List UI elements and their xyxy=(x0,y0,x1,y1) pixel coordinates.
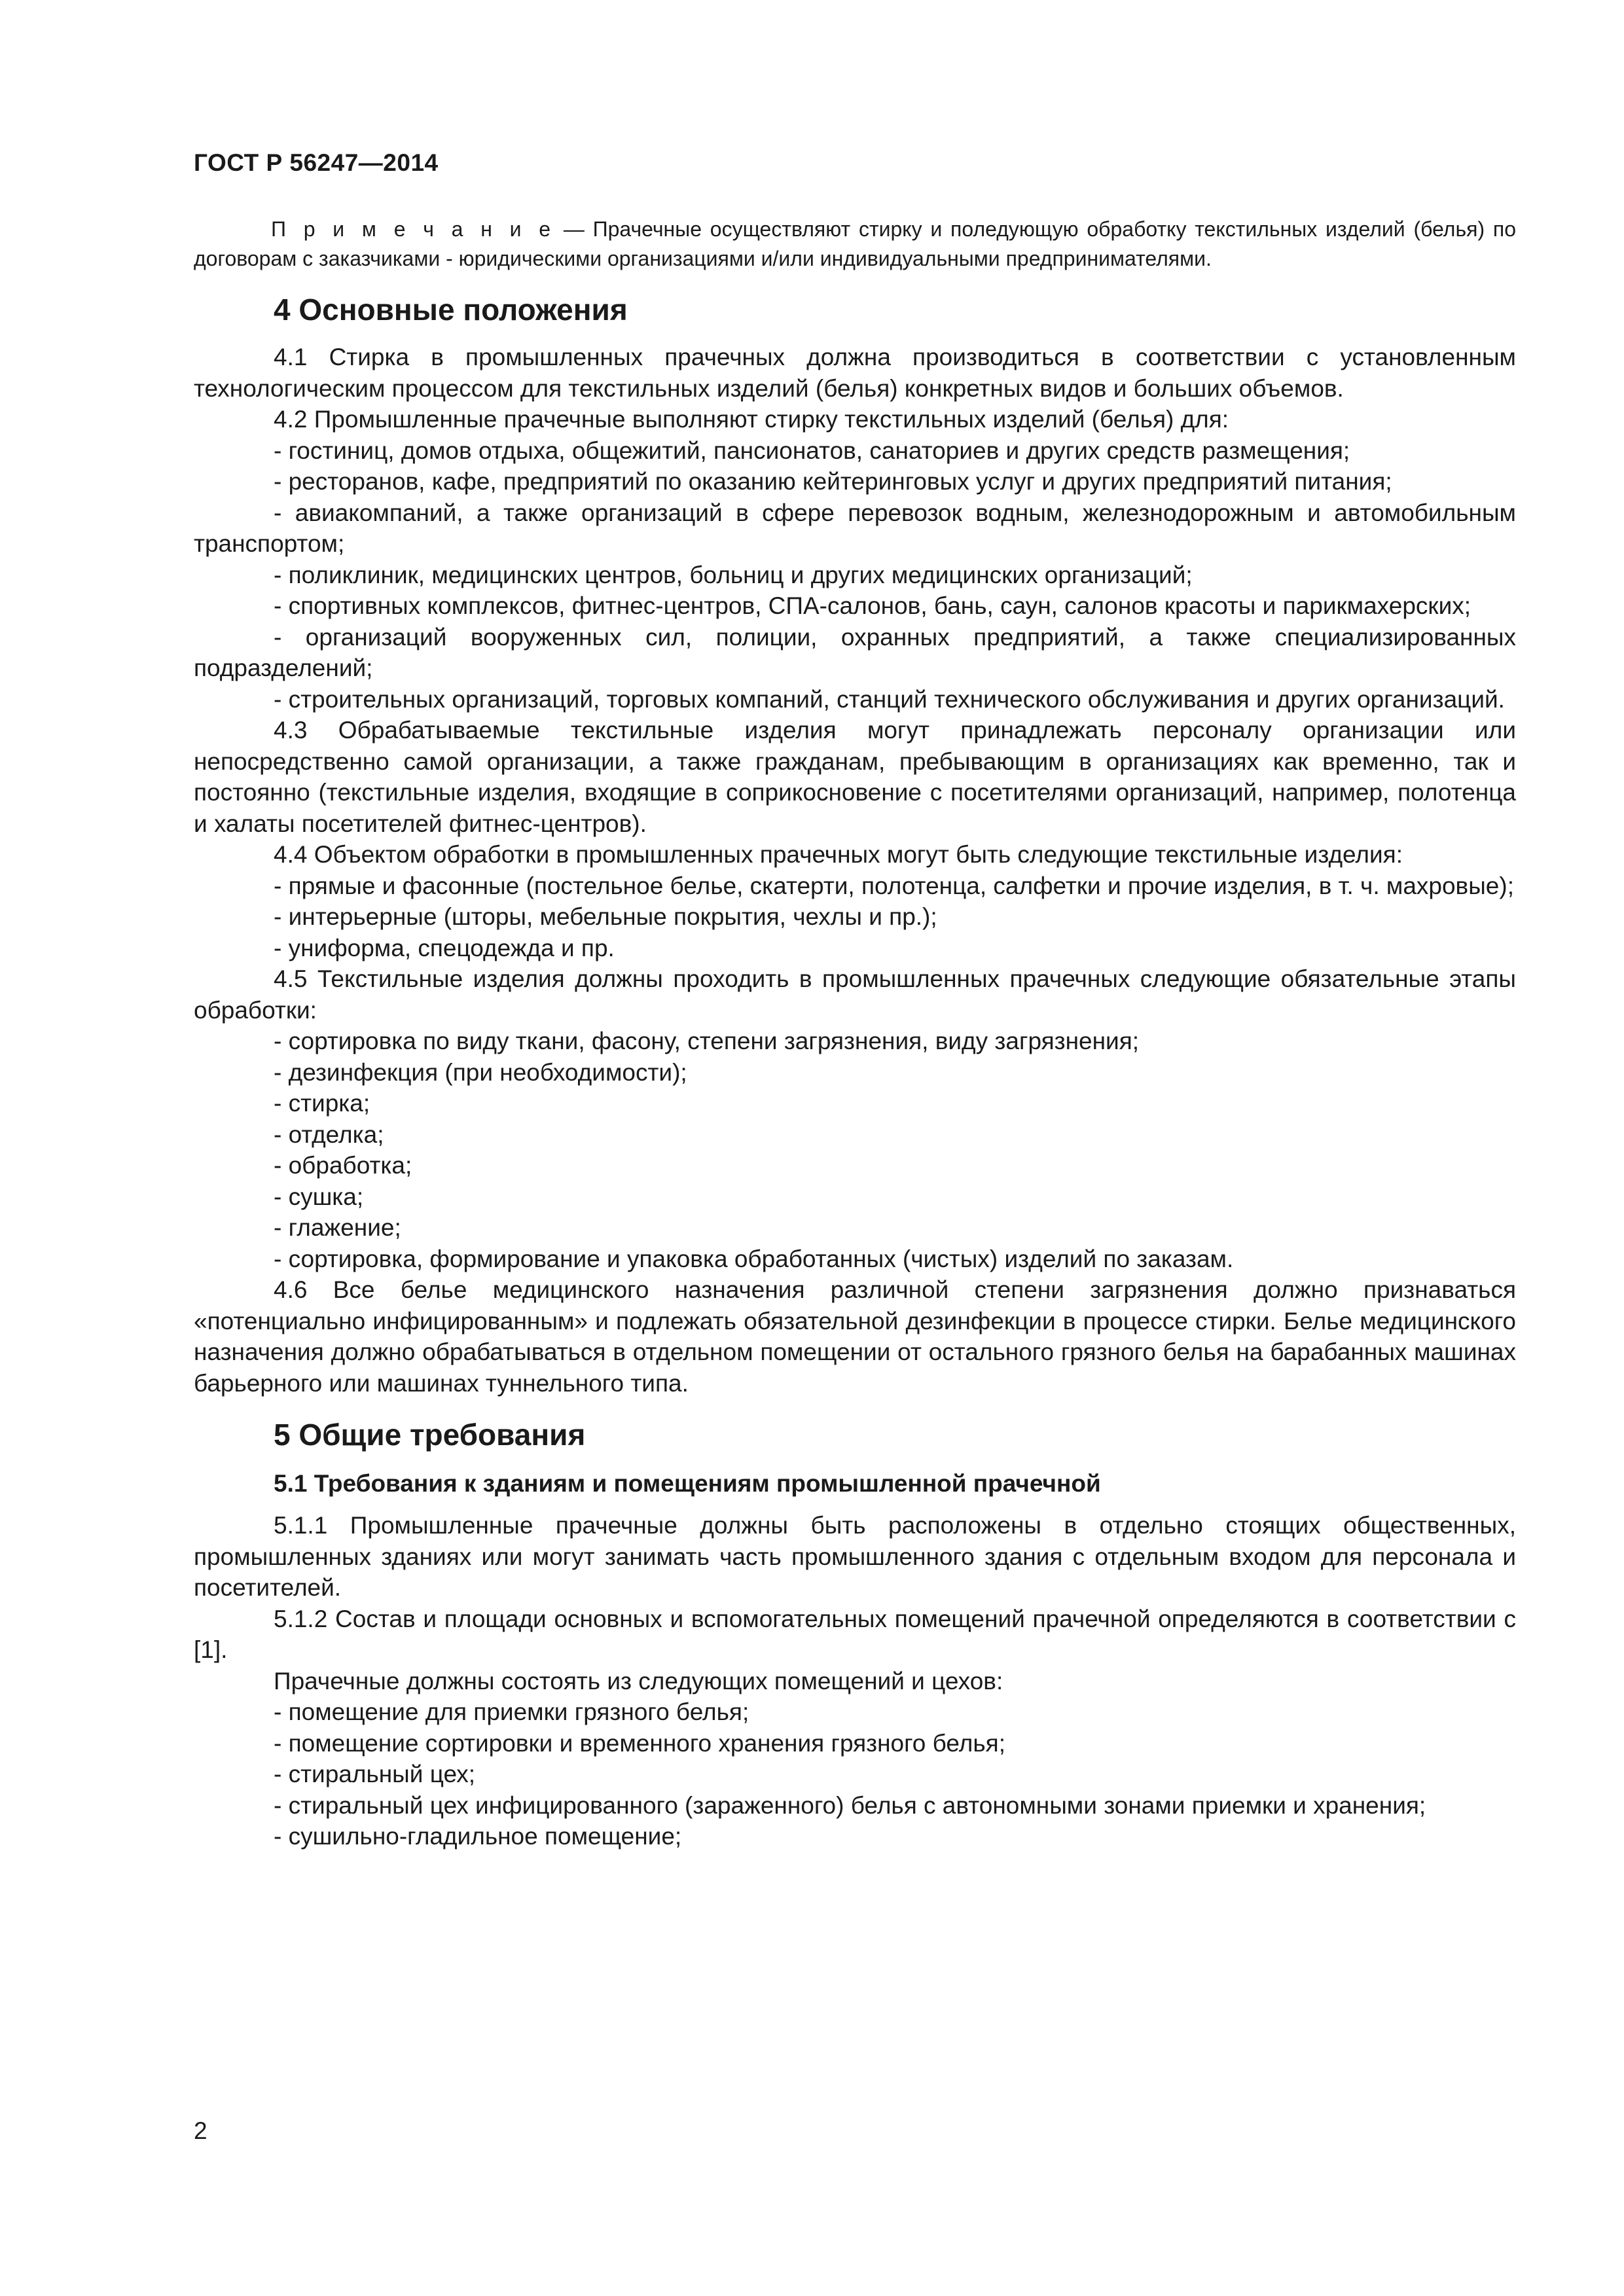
list-item: - отделка; xyxy=(274,1121,384,1148)
paragraph-5-1-1: 5.1.1 Промышленные прачечные должны быть расположены в отдельно стоящих общественных, промышленных зданиях или могут занимать часть промышленного здания с отдельным входом для персонала и посетителей. xyxy=(194,1512,1516,1601)
list-item: - спортивных комплексов, фитнес-центров, СПА-салонов, бань, саун, салонов красоты и парикмахерских; xyxy=(274,592,1471,619)
list-item: - стиральный цех; xyxy=(274,1761,476,1787)
section-4-title: 4 Основные положения xyxy=(274,293,628,327)
note-paragraph xyxy=(194,215,1516,274)
list-item: - прямые и фасонные (постельное белье, скатерти, полотенца, салфетки и прочие изделия, в т. ч. махровые); xyxy=(274,872,1514,899)
list-item: - авиакомпаний, а также организаций в сфере перевозок водным, железнодорожным и автомобильным транспортом; xyxy=(194,499,1516,557)
paragraph-premises-intro: Прачечные должны состоять из следующих помещений и цехов: xyxy=(274,1667,1003,1695)
section-5-title: 5 Общие требования xyxy=(274,1418,586,1452)
note-text: — Прачечные осуществляют стирку и поледующую обработку текстильных изделий (белья) по договорам с заказчиками - юридическими организациями и/или индивидуальными предпринимателями. xyxy=(194,217,1517,270)
list-item: - сушка; xyxy=(274,1183,364,1210)
paragraph-4-4: 4.4 Объектом обработки в промышленных прачечных могут быть следующие текстильные изделия: xyxy=(274,841,1403,868)
list-item: - обработка; xyxy=(274,1152,412,1179)
paragraph-4-5: 4.5 Текстильные изделия должны проходить в промышленных прачечных следующие обязательные этапы обработки: xyxy=(194,965,1516,1024)
subsection-5-1-title: 5.1 Требования к зданиям и помещениям промышленной прачечной xyxy=(274,1470,1101,1497)
list-item: - сортировка по виду ткани, фасону, степени загрязнения, виду загрязнения; xyxy=(274,1028,1140,1054)
standard-code-header: ГОСТ Р 56247—2014 xyxy=(194,149,439,176)
document-body xyxy=(194,215,1516,1852)
list-item: - стиральный цех инфицированного (зараженного) белья с автономными зонами приемки и хранения; xyxy=(274,1791,1426,1819)
paragraph-4-1: 4.1 Стирка в промышленных прачечных должна производиться в соответствии с установленным технологическим процессом для текстильных изделий (белья) конкретных видов и больших объемов. xyxy=(194,344,1516,402)
list-item: - стирка; xyxy=(274,1090,370,1117)
paragraph-4-2: 4.2 Промышленные прачечные выполняют стирку текстильных изделий (белья) для: xyxy=(274,406,1229,433)
paragraph-4-3: 4.3 Обрабатываемые текстильные изделия могут принадлежать персоналу организации или непосредственно самой организации, а также гражданам, пребывающим в организациях как временно, так и постоянно (текстильные изделия, входящие в соприкосновение с посетителями организаций, например, полотенца и халаты посетителей фитнес-центров). xyxy=(194,717,1516,837)
note-label: П р и м е ч а н и е xyxy=(271,217,556,241)
list-item: - униформа, спецодежда и пр. xyxy=(274,934,615,961)
document-page xyxy=(194,0,1516,2296)
list-item: - интерьерные (шторы, мебельные покрытия, чехлы и пр.); xyxy=(274,903,937,930)
paragraph-4-6: 4.6 Все белье медицинского назначения различной степени загрязнения должно признаваться «потенциально инфицированным» и подлежать обязательной дезинфекции в процессе стирки. Белье медицинского назначения должно обрабатываться в отдельном помещении от остального грязного белья на барабанных машинах барьерного или машинах туннельного типа. xyxy=(194,1276,1516,1397)
list-item: - помещение сортировки и временного хранения грязного белья; xyxy=(274,1729,1005,1757)
paragraph-5-1-2: 5.1.2 Состав и площади основных и вспомогательных помещений прачечной определяются в соответствии с [1]. xyxy=(194,1605,1516,1663)
list-item: - сортировка, формирование и упаковка обработанных (чистых) изделий по заказам. xyxy=(274,1245,1234,1272)
list-item: - строительных организаций, торговых компаний, станций технического обслуживания и других организаций. xyxy=(274,685,1505,713)
list-item: - поликлиник, медицинских центров, больниц и других медицинских организаций; xyxy=(274,561,1193,588)
page-number: 2 xyxy=(194,2117,208,2144)
list-item: - ресторанов, кафе, предприятий по оказанию кейтеринговых услуг и других предприятий питания; xyxy=(274,468,1392,495)
list-item: - помещение для приемки грязного белья; xyxy=(274,1698,749,1725)
list-item: - дезинфекция (при необходимости); xyxy=(274,1058,687,1086)
list-item: - глажение; xyxy=(274,1214,401,1241)
list-item: - организаций вооруженных сил, полиции, охранных предприятий, а также специализированных подразделений; xyxy=(194,623,1516,681)
list-item: - сушильно-гладильное помещение; xyxy=(274,1823,682,1850)
list-item: - гостиниц, домов отдыха, общежитий, пансионатов, санаториев и других средств размещения; xyxy=(274,437,1350,464)
